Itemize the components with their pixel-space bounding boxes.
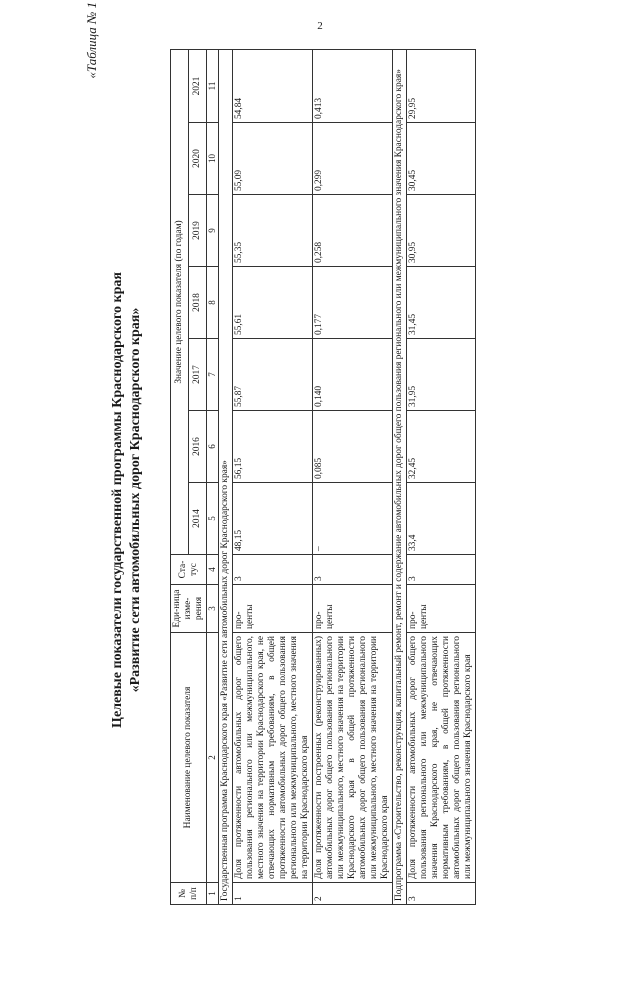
column-number: 9 xyxy=(207,195,219,267)
column-number: 2 xyxy=(207,633,219,883)
title-line-1: Целевые показатели государственной программы Краснодарского края xyxy=(110,272,125,728)
section-row xyxy=(219,49,233,904)
header-values-group: Значение целевого показателя (по годам) xyxy=(171,49,189,554)
header-year: 2018 xyxy=(189,267,207,339)
header-year: 2014 xyxy=(189,483,207,555)
row-value: 31,45 xyxy=(407,267,476,339)
row-value: 55,61 xyxy=(233,267,313,339)
row-value: – xyxy=(313,483,393,555)
header-status: Ста-тус xyxy=(171,555,207,585)
row-value: 0,413 xyxy=(313,49,393,122)
row-status: 3 xyxy=(233,555,313,585)
row-unit: про-центы xyxy=(313,585,393,633)
row-value: 33,4 xyxy=(407,483,476,555)
section-row xyxy=(393,49,407,904)
header-name: Наименование целевого показателя xyxy=(171,633,207,883)
row-value: 32,45 xyxy=(407,411,476,483)
row-value: 0,177 xyxy=(313,267,393,339)
column-number: 1 xyxy=(207,883,219,905)
page-number: 2 xyxy=(317,20,323,32)
row-value: 0,140 xyxy=(313,339,393,411)
header-year: 2020 xyxy=(189,123,207,195)
row-value: 55,35 xyxy=(233,195,313,267)
row-value: 54,84 xyxy=(233,49,313,122)
row-num: 2 xyxy=(313,883,393,905)
row-status: 3 xyxy=(313,555,393,585)
row-value: 30,95 xyxy=(407,195,476,267)
column-number: 5 xyxy=(207,483,219,555)
row-value: 55,09 xyxy=(233,123,313,195)
column-number: 10 xyxy=(207,123,219,195)
row-value: 29,95 xyxy=(407,49,476,122)
header-year: 2019 xyxy=(189,195,207,267)
column-number: 6 xyxy=(207,411,219,483)
section-2-title: Подпрограмма «Строительство, реконструкция, капитальный ремонт, ремонт и содержание автомобильных дорог общего пользования регионального или межмуниципального значения Краснодарского края» xyxy=(393,49,407,904)
header-row-1 xyxy=(171,49,189,904)
table-row xyxy=(313,49,393,904)
row-value: 56,15 xyxy=(233,411,313,483)
row-value: 0,085 xyxy=(313,411,393,483)
row-name: Доля протяженности автомобильных дорог общего пользования регионального или межмуниципального, местного значения на территории Краснодарского края, не отвечающих нормативным требованиям, в общей протяженности автомобильных дорог общего пользования регионального или межмуниципального, местного значения на территории Краснодарского края xyxy=(233,633,313,883)
table-row xyxy=(233,49,313,904)
row-value: 0,258 xyxy=(313,195,393,267)
table-label: «Таблица № 1 xyxy=(84,2,99,79)
section-1-title: Государственная программа Краснодарского края «Развитие сети автомобильных дорог Краснодарского края» xyxy=(219,49,233,904)
row-status: 3 xyxy=(407,555,476,585)
header-year: 2021 xyxy=(189,49,207,122)
row-name: Доля протяженности автомобильных дорог общего пользования регионального или межмуниципального значения Краснодарского края, не отвечающих нормативным требованиям, в общей протяженности автомобильных дорог общего пользования регионального или межмуниципального значения Краснодарского края xyxy=(407,633,476,883)
row-value: 0,299 xyxy=(313,123,393,195)
row-num: 1 xyxy=(233,883,313,905)
header-year: 2016 xyxy=(189,411,207,483)
row-value: 48,15 xyxy=(233,483,313,555)
title-line-2: «Развитие сети автомобильных дорог Краснодарского края» xyxy=(128,307,143,693)
column-number: 4 xyxy=(207,555,219,585)
column-number: 3 xyxy=(207,585,219,633)
column-number: 11 xyxy=(207,49,219,122)
row-unit: про-центы xyxy=(407,585,476,633)
column-number: 7 xyxy=(207,339,219,411)
row-value: 30,45 xyxy=(407,123,476,195)
row-value: 31,95 xyxy=(407,339,476,411)
table-row xyxy=(407,49,476,904)
column-numbers-row xyxy=(207,49,219,904)
row-num: 3 xyxy=(407,883,476,905)
header-unit: Еди-ница изме-рения xyxy=(171,585,207,633)
row-value: 55,87 xyxy=(233,339,313,411)
header-num: № п/п xyxy=(171,883,207,905)
column-number: 8 xyxy=(207,267,219,339)
indicators-table xyxy=(170,49,476,905)
row-unit: про-центы xyxy=(233,585,313,633)
row-name: Доля протяженности построенных (реконструированных) автомобильных дорог общего пользования регионального или межмуниципального, местного значения на территории Краснодарского края в общей протяженности автомобильных дорог общего пользования регионального или межмуниципального, местного значения на территории Краснодарского края xyxy=(313,633,393,883)
header-year: 2017 xyxy=(189,339,207,411)
